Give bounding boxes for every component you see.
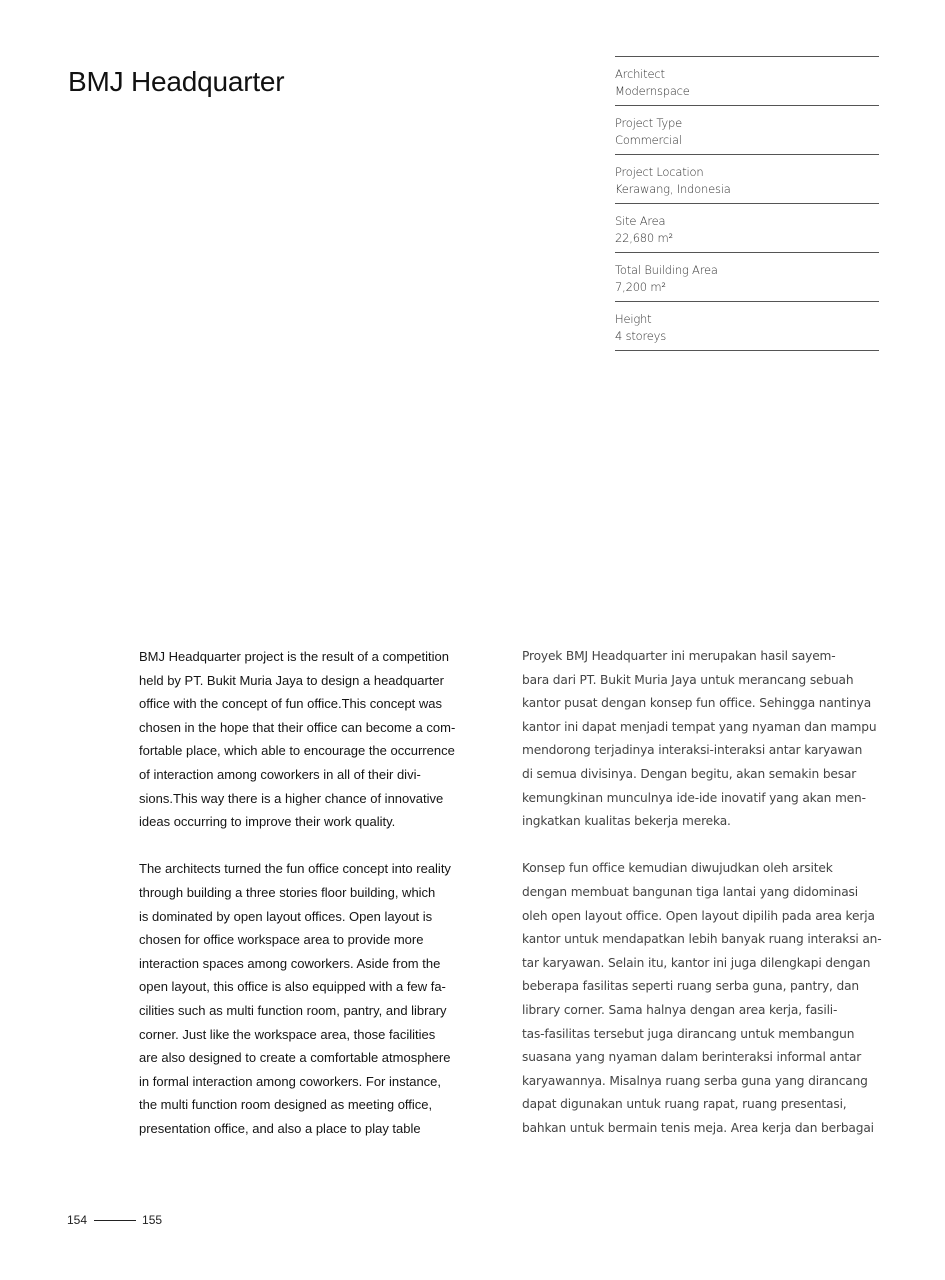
text-line: karyawannya. Misalnya ruang serba guna yang dirancang [522, 1073, 868, 1088]
text-line: is dominated by open layout offices. Open layout is [139, 908, 433, 924]
indonesian-paragraph-1 [522, 645, 884, 834]
text-line: bara dari PT. Bukit Muria Jaya untuk merancang sebuah [522, 672, 854, 687]
text-line: of interaction among coworkers in all of their divi- [139, 766, 421, 782]
text-line: tar karyawan. Selain itu, kantor ini juga dilengkapi dengan [522, 955, 871, 970]
page-number-right: 155 [142, 1213, 163, 1227]
text-line: open layout, this office is also equipped with a few fa- [139, 979, 446, 995]
text-line: kemungkinan munculnya ide-ide inovatif yang akan men- [522, 790, 866, 805]
indonesian-text-column [522, 645, 884, 1164]
spec-label: Project Type [615, 116, 683, 130]
text-line: di semua divisinya. Dengan begitu, akan semakin besar [522, 766, 857, 781]
text-line: Konsep fun office kemudian diwujudkan oleh arsitek [522, 861, 833, 876]
text-line: dengan membuat bangunan tiga lantai yang didominasi [522, 884, 858, 899]
text-line: corner. Just like the workspace area, those facilities [139, 1026, 436, 1042]
text-line: in formal interaction among coworkers. For instance, [139, 1073, 442, 1089]
text-line: fortable place, which able to encourage the occurrence [139, 743, 455, 759]
text-line: through building a three stories floor building, which [139, 884, 436, 900]
text-line: oleh open layout office. Open layout dipilih pada area kerja [522, 908, 875, 923]
spec-value: Kerawang, Indonesia [615, 182, 731, 196]
text-line: ideas occurring to improve their work quality. [139, 814, 396, 830]
spec-value: Commercial [615, 133, 682, 147]
folio-divider [94, 1220, 136, 1221]
text-line: are also designed to create a comfortable atmosphere [139, 1050, 451, 1066]
spec-label: Site Area [615, 214, 666, 228]
spec-architect [615, 57, 879, 106]
text-line: sions.This way there is a higher chance of innovative [139, 790, 444, 806]
spec-project-type [615, 106, 879, 155]
text-line: held by PT. Bukit Muria Jaya to design a headquarter [139, 672, 444, 688]
spec-value: 4 storeys [615, 329, 667, 343]
page-title: BMJ Headquarter [68, 66, 285, 97]
spec-label: Architect [615, 67, 665, 81]
text-line: ingkatkan kualitas bekerja mereka. [522, 814, 731, 829]
spec-label: Total Building Area [615, 263, 718, 277]
text-line: chosen in the hope that their office can become a com- [139, 719, 456, 735]
text-line: mendorong terjadinya interaksi-interaksi antar karyawan [522, 743, 863, 758]
text-line: tas-fasilitas tersebut juga dirancang untuk membangun [522, 1026, 855, 1041]
text-line: The architects turned the fun office concept into reality [139, 861, 451, 877]
text-line: bahkan untuk bermain tenis meja. Area kerja dan berbagai [522, 1120, 874, 1135]
project-specs-table [615, 56, 879, 351]
english-paragraph-2 [139, 857, 501, 1140]
text-line: library corner. Sama halnya dengan area kerja, fasili- [522, 1002, 838, 1017]
english-paragraph-1 [139, 645, 501, 834]
spec-height [615, 302, 879, 351]
text-line: suasana yang nyaman dalam berinteraksi informal antar [522, 1050, 862, 1065]
text-line: the multi function room designed as meeting office, [139, 1097, 433, 1113]
text-line: beberapa fasilitas seperti ruang serba guna, pantry, dan [522, 979, 859, 994]
text-line: Proyek BMJ Headquarter ini merupakan hasil sayem- [522, 649, 836, 663]
indonesian-paragraph-2 [522, 857, 884, 1140]
text-line: kantor pusat dengan konsep fun office. Sehingga nantinya [522, 696, 872, 711]
text-line: kantor ini dapat menjadi tempat yang nyaman dan mampu [522, 719, 877, 734]
text-line: dapat digunakan untuk ruang rapat, ruang presentasi, [522, 1097, 847, 1112]
spec-label: Project Location [615, 165, 704, 179]
spec-value: 7,200 m² [615, 280, 666, 294]
spec-value: 22,680 m² [615, 231, 673, 245]
spec-project-location [615, 155, 879, 204]
text-line: kantor untuk mendapatkan lebih banyak ruang interaksi an- [522, 932, 882, 947]
spec-value: Modernspace [615, 84, 690, 98]
text-line: presentation office, and also a place to play table [139, 1120, 421, 1136]
english-text-column [139, 645, 501, 1164]
spec-label: Height [615, 312, 652, 326]
spec-site-area [615, 204, 879, 253]
text-line: office with the concept of fun office.This concept was [139, 696, 443, 712]
text-line: cilities such as multi function room, pantry, and library [139, 1002, 447, 1018]
text-line: BMJ Headquarter project is the result of a competition [139, 649, 449, 664]
page-number-left: 154 [67, 1213, 88, 1227]
page-numbers [67, 1213, 162, 1227]
text-line: chosen for office workspace area to provide more [139, 932, 424, 948]
text-line: interaction spaces among coworkers. Aside from the [139, 955, 441, 971]
spec-total-building-area [615, 253, 879, 302]
